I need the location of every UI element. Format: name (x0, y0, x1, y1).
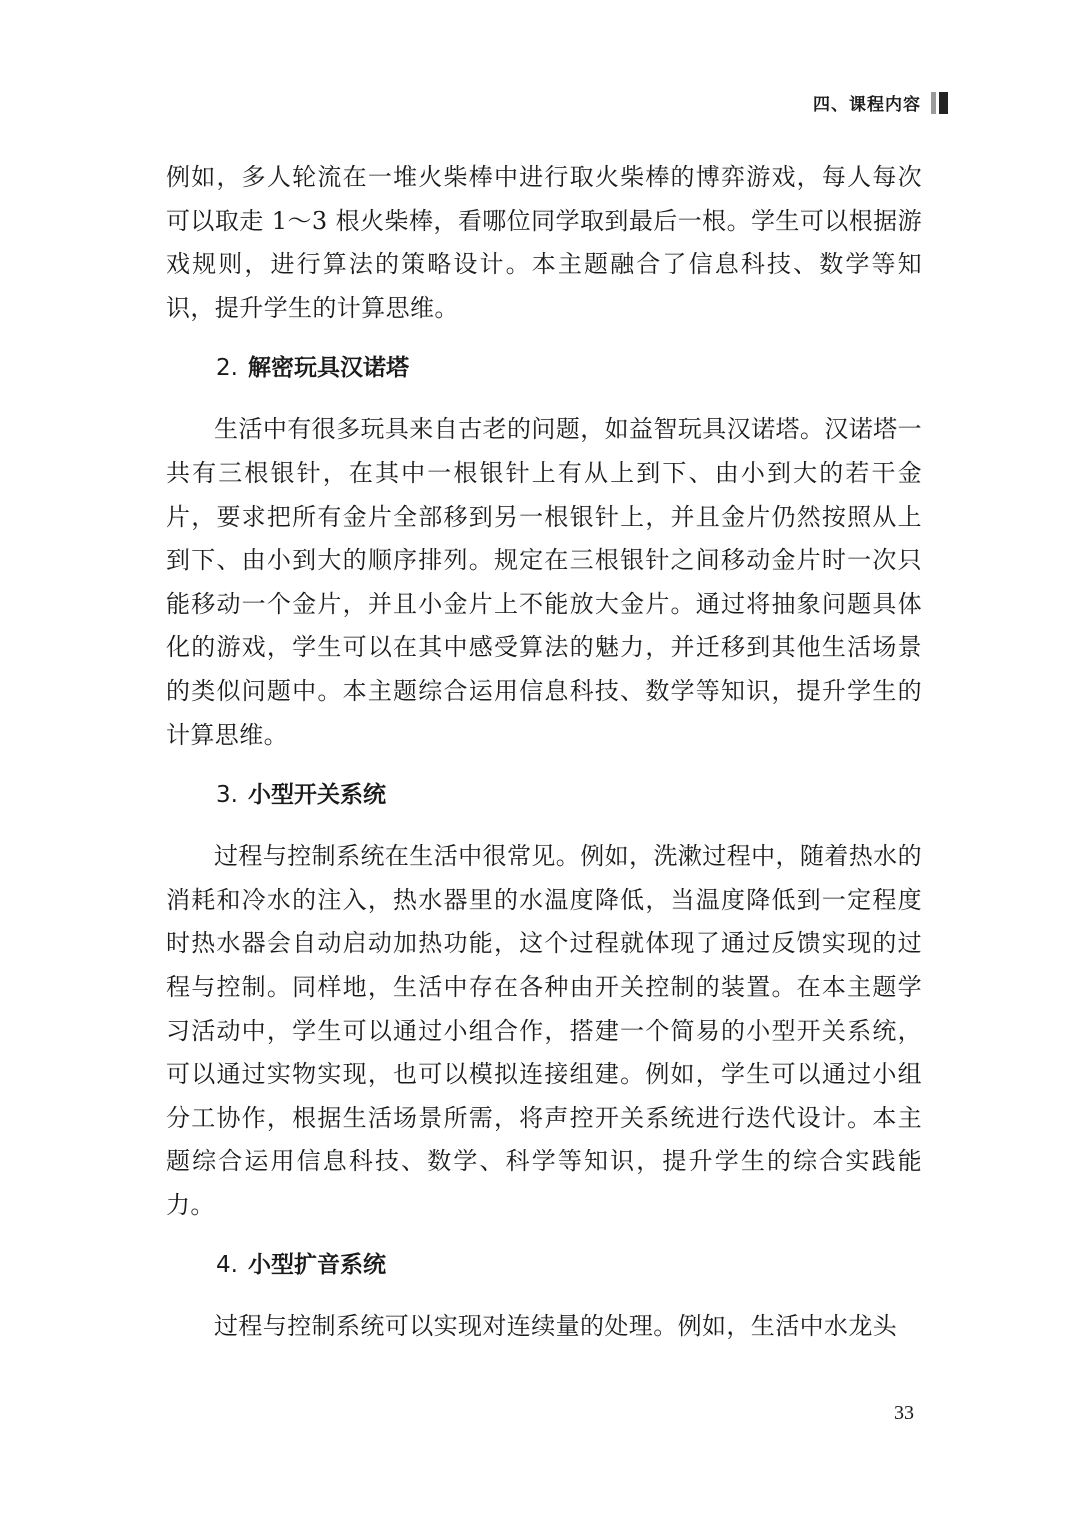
header-bar-light (931, 92, 936, 114)
section-title: 小型开关系统 (247, 782, 386, 809)
running-header (813, 90, 948, 115)
section-title: 小型扩音系统 (247, 1252, 386, 1279)
section-number: 4. (216, 1252, 238, 1279)
header-ornament (931, 92, 948, 114)
paragraph-switch-system: 过程与控制系统在生活中很常见。例如，洗漱过程中，随着热水的消耗和冷水的注入，热水器里的水温度降低，当温度降低到一定程度时热水器会自动启动加热功能，这个过程就体现了通过反馈实现的过程与控制。同样地，生活中存在各种由开关控制的装置。在本主题学习活动中，学生可以通过小组合作，搭建一个简易的小型开关系统，可以通过实物实现，也可以模拟连接组建。例如，学生可以通过小组分工协作，根据生活场景所需，将声控开关系统进行迭代设计。本主题综合运用信息科技、数学、科学等知识，提升学生的综合实践能力。 (166, 842, 922, 1219)
running-title: 四、课程内容 (813, 95, 921, 115)
section-heading-hanoi (166, 352, 922, 384)
page-number: 33 (894, 1402, 914, 1424)
paragraph-amplifier-system: 过程与控制系统可以实现对连续量的处理。例如，生活中水龙头 (214, 1312, 898, 1341)
paragraph-matchstick-game: 例如，多人轮流在一堆火柴棒中进行取火柴棒的博弈游戏，每人每次可以取走 1～3 根火柴棒，看哪位同学取到最后一根。学生可以根据游戏规则，进行算法的策略设计。本主题融合了信息科技、数学等知识，提升学生的计算思维。 (166, 163, 922, 322)
section-heading-amplifier-system (166, 1249, 922, 1281)
section-number: 2. (216, 355, 238, 382)
section-heading-switch-system (166, 779, 922, 811)
page-body (166, 156, 922, 1349)
header-bar-dark (939, 92, 948, 114)
paragraph-hanoi: 生活中有很多玩具来自古老的问题，如益智玩具汉诺塔。汉诺塔一共有三根银针，在其中一根银针上有从上到下、由小到大的若干金片，要求把所有金片全部移到另一根银针上，并且金片仍然按照从上到下、由小到大的顺序排列。规定在三根银针之间移动金片时一次只能移动一个金片，并且小金片上不能放大金片。通过将抽象问题具体化的游戏，学生可以在其中感受算法的魅力，并迁移到其他生活场景的类似问题中。本主题综合运用信息科技、数学等知识，提升学生的计算思维。 (166, 415, 922, 749)
section-title: 解密玩具汉诺塔 (247, 355, 409, 382)
section-number: 3. (216, 782, 238, 809)
